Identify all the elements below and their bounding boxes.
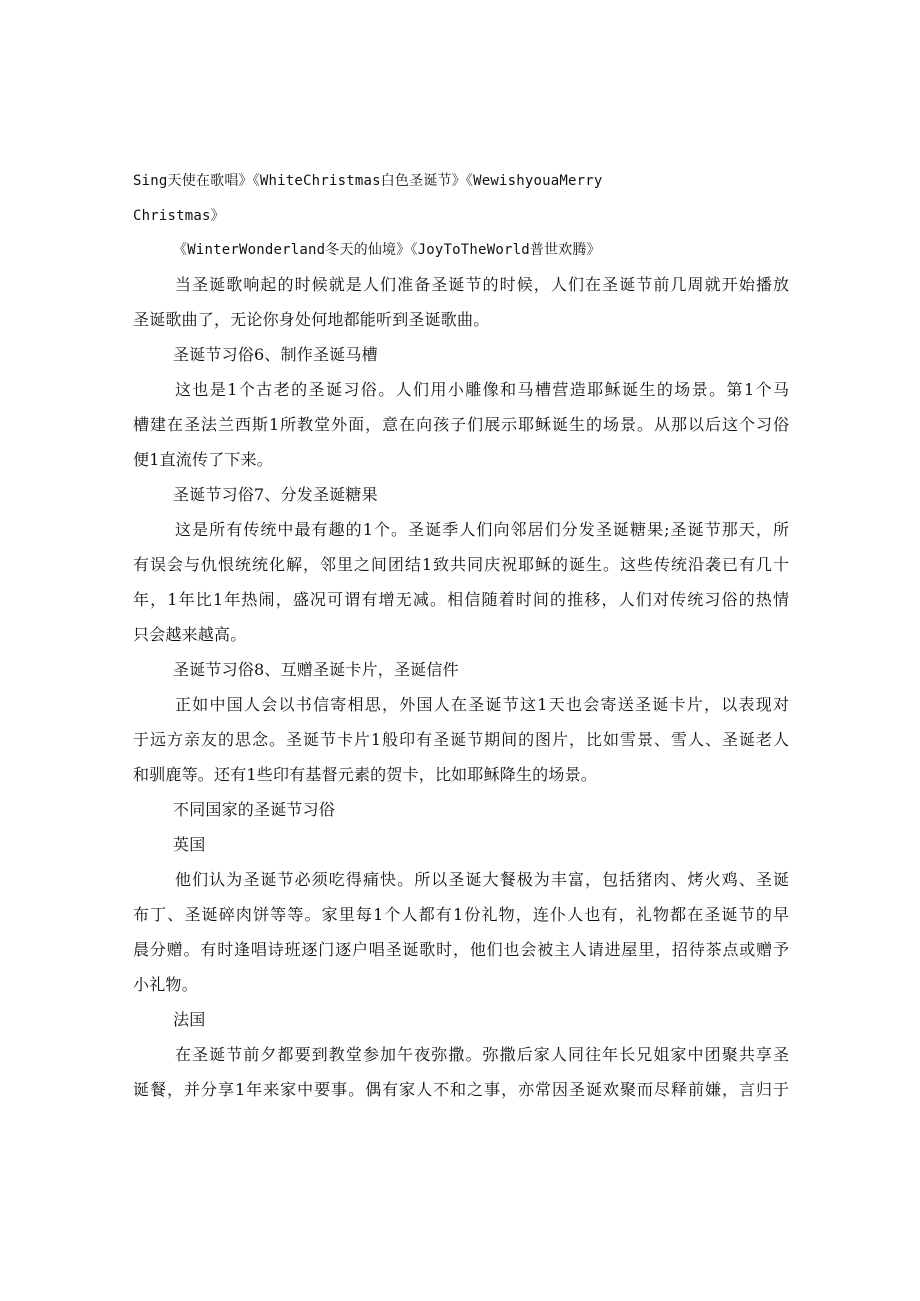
heading-custom-7: 圣诞节习俗7、分发圣诞糖果 xyxy=(173,485,378,504)
paragraph-2-line-2: 槽建在圣法兰西斯1所教堂外面，意在向孩子们展示耶稣诞生的场景。从那以后这个习俗 xyxy=(133,415,789,434)
paragraph-6-line-2: 诞餐，并分享1年来家中要事。偶有家人不和之事，亦常因圣诞欢聚而尽释前嫌，言归于 xyxy=(133,1080,789,1099)
paragraph-3-line-4: 只会越来越高。 xyxy=(133,625,247,644)
heading-custom-6: 圣诞节习俗6、制作圣诞马槽 xyxy=(173,345,378,364)
paragraph-4-line-2: 于远方亲友的思念。圣诞节卡片1般印有圣诞节期间的图片，比如雪景、雪人、圣诞老人 xyxy=(133,730,789,749)
paragraph-1-line-2: 圣诞歌曲了，无论你身处何地都能听到圣诞歌曲。 xyxy=(133,310,490,329)
paragraph-5-line-1: 他们认为圣诞节必须吃得痛快。所以圣诞大餐极为丰富，包括猪肉、烤火鸡、圣诞 xyxy=(175,870,789,889)
paragraph-3-line-2: 有误会与仇恨统统化解，邻里之间团结1致共同庆祝耶稣的诞生。这些传统沿袭已有几十 xyxy=(133,555,789,574)
paragraph-6-line-1: 在圣诞节前夕都要到教堂参加午夜弥撒。弥撒后家人同往年长兄姐家中团聚共享圣 xyxy=(175,1045,789,1064)
paragraph-5-line-4: 小礼物。 xyxy=(133,975,198,994)
paragraph-4-line-1: 正如中国人会以书信寄相思，外国人在圣诞节这1天也会寄送圣诞卡片，以表现对 xyxy=(175,695,789,714)
song-list-line-3: 《WinterWonderland冬天的仙境》《JoyToTheWorld普世欢腾》 xyxy=(173,242,601,258)
paragraph-2-line-3: 便1直流传了下来。 xyxy=(133,450,273,469)
song-list-line-1: Sing天使在歌唱》《WhiteChristmas白色圣诞节》《WewishyouaMerry xyxy=(133,173,603,189)
heading-custom-8: 圣诞节习俗8、互赠圣诞卡片，圣诞信件 xyxy=(173,660,459,679)
song-list-line-2: Christmas》 xyxy=(133,208,225,224)
paragraph-3-line-1: 这是所有传统中最有趣的1个。圣诞季人们向邻居们分发圣诞糖果;圣诞节那天，所 xyxy=(175,520,789,539)
paragraph-1-line-1: 当圣诞歌响起的时候就是人们准备圣诞节的时候，人们在圣诞节前几周就开始播放 xyxy=(175,275,789,294)
paragraph-5-line-2: 布丁、圣诞碎肉饼等等。家里每1个人都有1份礼物，连仆人也有，礼物都在圣诞节的早 xyxy=(133,905,789,924)
paragraph-2-line-1: 这也是1个古老的圣诞习俗。人们用小雕像和马槽营造耶稣诞生的场景。第1个马 xyxy=(175,380,789,399)
paragraph-3-line-3: 年，1年比1年热闹，盛况可谓有增无减。相信随着时间的推移，人们对传统习俗的热情 xyxy=(133,590,789,609)
heading-uk: 英国 xyxy=(173,835,206,854)
paragraph-5-line-3: 晨分赠。有时逢唱诗班逐门逐户唱圣诞歌时，他们也会被主人请进屋里，招待茶点或赠予 xyxy=(133,940,789,959)
paragraph-4-line-3: 和驯鹿等。还有1些印有基督元素的贺卡，比如耶稣降生的场景。 xyxy=(133,765,597,784)
heading-france: 法国 xyxy=(173,1010,206,1029)
heading-countries: 不同国家的圣诞节习俗 xyxy=(173,800,336,819)
